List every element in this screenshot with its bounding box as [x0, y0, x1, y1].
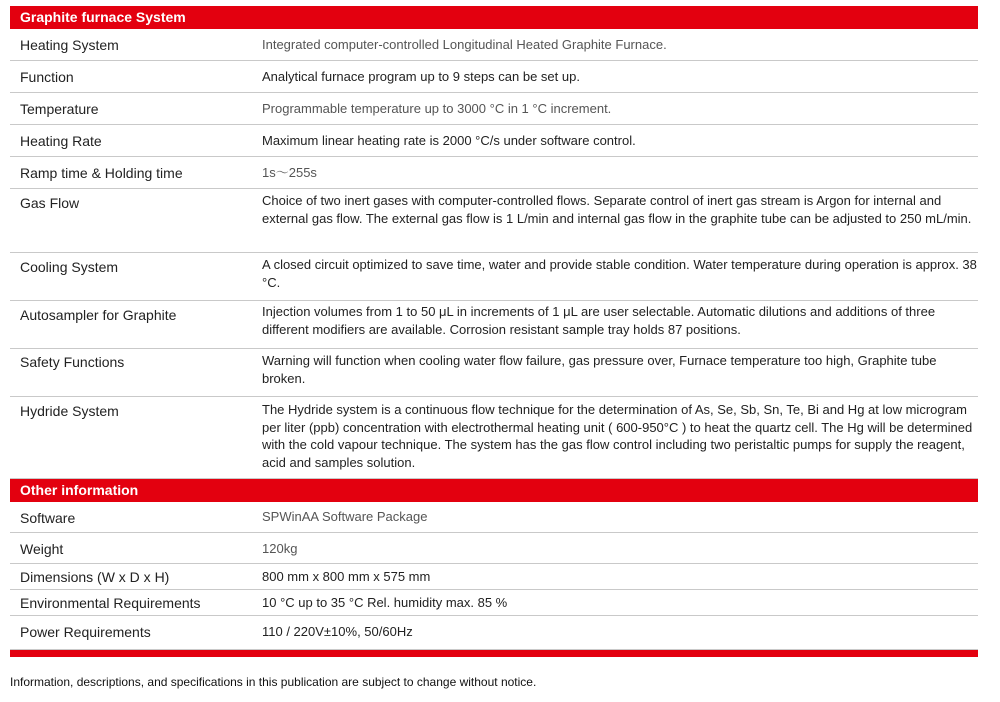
spec-value: Analytical furnace program up to 9 steps can be set up. — [262, 69, 580, 84]
spec-row — [10, 189, 978, 253]
spec-value: 110 / 220V±10%, 50/60Hz — [262, 624, 413, 639]
spec-row — [10, 157, 978, 189]
other-info-rows — [10, 502, 978, 650]
spec-row — [10, 349, 978, 397]
spec-value: 120kg — [262, 541, 298, 556]
spec-row — [10, 590, 978, 616]
spec-label: Heating System — [20, 37, 119, 53]
spec-value: Maximum linear heating rate is 2000 °C/s under software control. — [262, 133, 636, 148]
spec-value: 1s～255s — [262, 165, 317, 180]
spec-row — [10, 125, 978, 157]
spec-label: Function — [20, 69, 74, 85]
spec-row — [10, 253, 978, 301]
disclaimer-footnote: Information, descriptions, and specifications in this publication are subject to change without notice. — [10, 675, 537, 689]
spec-label: Cooling System — [20, 259, 119, 275]
spec-label: Environmental Requirements — [20, 595, 201, 611]
spec-label: Ramp time & Holding time — [20, 165, 183, 181]
spec-value: Injection volumes from 1 to 50 μL in increments of 1 μL are user selectable. Automatic dilutions and additions of three different modifiers are available. Corrosion resistant sample tray holds 87 positions. — [262, 304, 936, 337]
section-header-other: Other information — [10, 479, 978, 502]
spec-label: Temperature — [20, 101, 99, 117]
section-header-graphite: Graphite furnace System — [10, 6, 978, 29]
spec-row — [10, 533, 978, 564]
spec-value: Programmable temperature up to 3000 °C in 1 °C increment. — [262, 101, 612, 116]
spec-value: The Hydride system is a continuous flow technique for the determination of As, Se, Sb, Sn, Te, Bi and Hg at low microgram per liter (ppb) concentration with electrothermal heating unit ( 600-950°C ) to heat the quartz cell. The Hg will be determined with the cold vapour technique. The system has the gas flow control including two peristaltic pumps for supply the reagent, acid and samples solution. — [262, 402, 973, 470]
spec-value: SPWinAA Software Package — [262, 509, 428, 524]
spec-value: 10 °C up to 35 °C Rel. humidity max. 85 % — [262, 595, 508, 610]
spec-value: Choice of two inert gases with computer-controlled flows. Separate control of inert gas stream is Argon for internal and external gas flow. The external gas flow is 1 L/min and internal gas flow in the graphite tube can be adjusted to 250 mL/min. — [262, 193, 972, 226]
spec-label: Heating Rate — [20, 133, 102, 149]
spec-value: Warning will function when cooling water flow failure, gas pressure over, Furnace temperature too high, Graphite tube broken. — [262, 353, 937, 386]
spec-row — [10, 616, 978, 650]
spec-label: Power Requirements — [20, 624, 151, 640]
bottom-red-rule — [10, 650, 978, 657]
spec-label: Software — [20, 510, 76, 526]
spec-label: Hydride System — [20, 403, 119, 419]
spec-row — [10, 61, 978, 93]
spec-label: Safety Functions — [20, 354, 125, 370]
spec-sheet — [10, 6, 978, 657]
spec-row — [10, 564, 978, 590]
spec-value: A closed circuit optimized to save time, water and provide stable condition. Water temperature during operation is approx. 38 °C. — [262, 257, 977, 290]
spec-label: Autosampler for Graphite — [20, 307, 177, 323]
spec-row — [10, 397, 978, 479]
spec-label: Weight — [20, 541, 64, 557]
spec-row — [10, 93, 978, 125]
spec-row — [10, 502, 978, 533]
spec-row — [10, 29, 978, 61]
spec-label: Dimensions (W x D x H) — [20, 569, 170, 585]
graphite-spec-rows — [10, 29, 978, 479]
spec-value: Integrated computer-controlled Longitudinal Heated Graphite Furnace. — [262, 37, 667, 52]
spec-label: Gas Flow — [20, 195, 80, 211]
spec-value: 800 mm x 800 mm x 575 mm — [262, 569, 431, 584]
spec-row — [10, 301, 978, 349]
